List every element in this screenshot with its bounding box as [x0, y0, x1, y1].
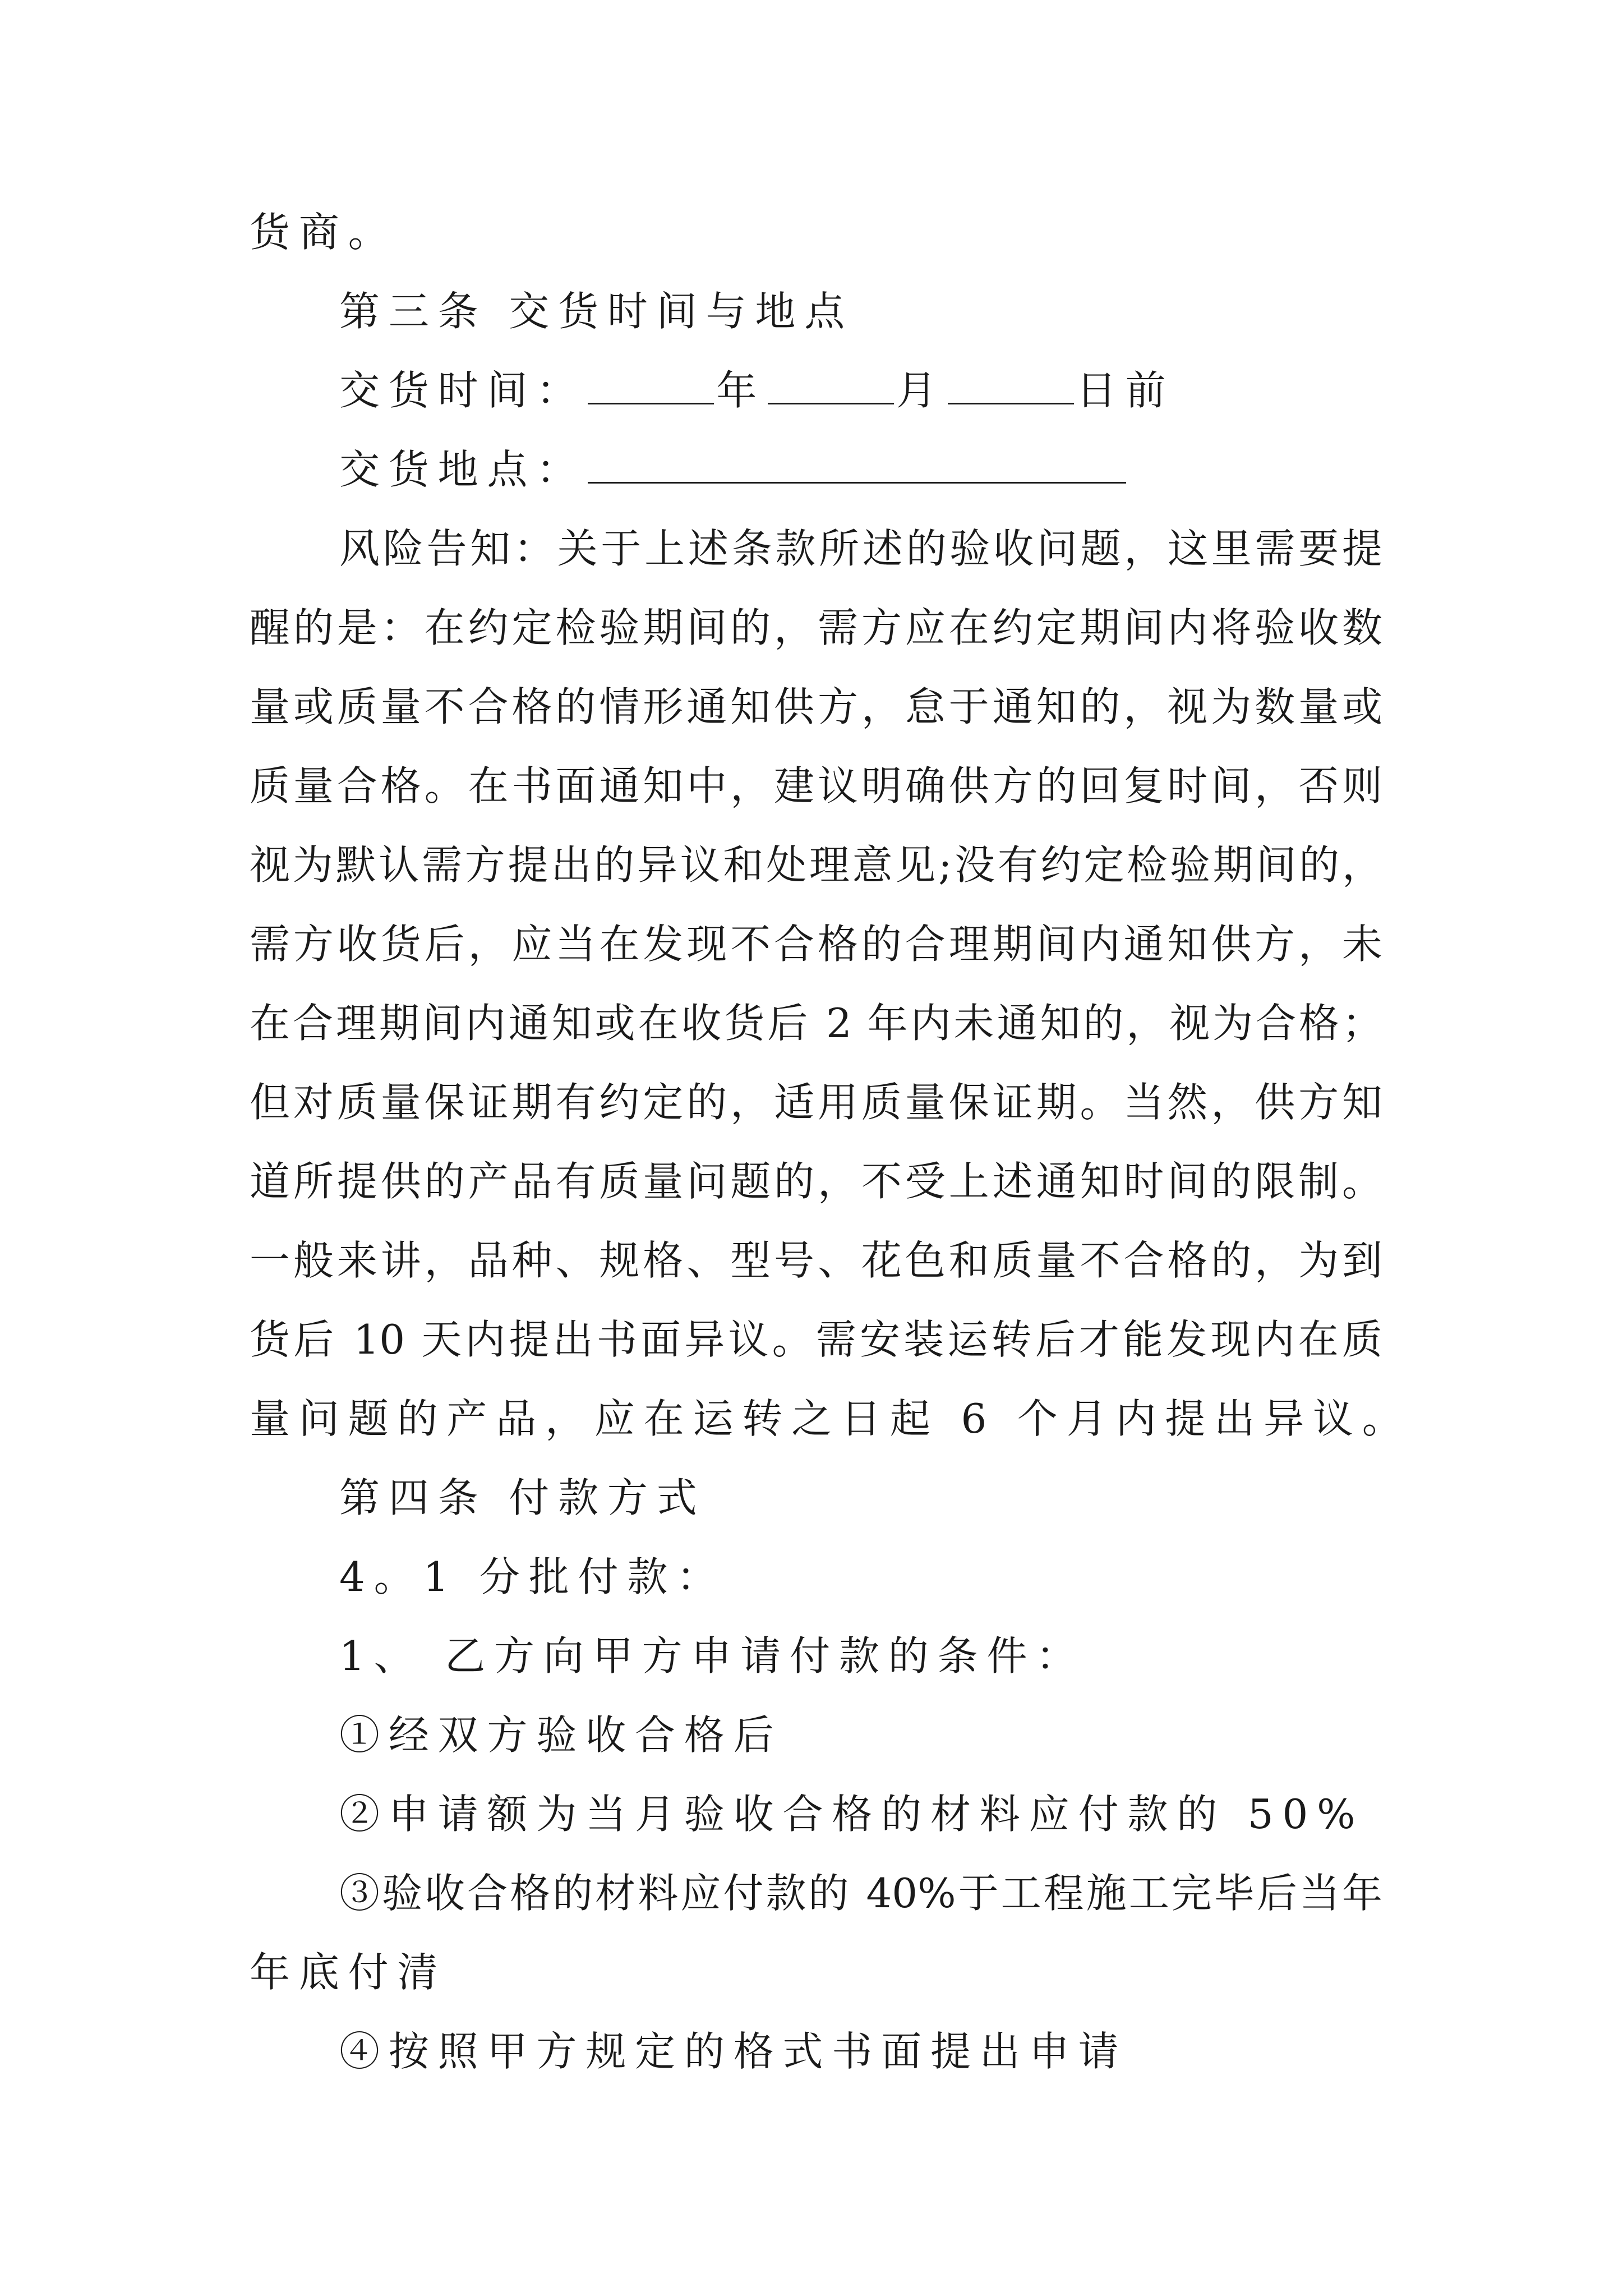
- place-blank: [588, 446, 1126, 484]
- risk-notice-line-5: 视为默认需方提出的异议和处理意见;没有约定检验期间的，: [250, 841, 1382, 889]
- payment-item-1: 1、 乙方向甲方申请付款的条件：: [339, 1632, 1086, 1680]
- year-label: 年: [716, 367, 766, 414]
- article-4-1-heading: 4。1 分批付款：: [339, 1553, 726, 1600]
- day-blank: [948, 367, 1074, 404]
- payment-condition-3-line-1: ③验收合格的材料应付款的 40%于工程施工完毕后当年: [339, 1870, 1382, 1917]
- payment-condition-1: ①经双方验收合格后: [339, 1711, 783, 1759]
- article-4-heading: 第四条 付款方式: [339, 1474, 706, 1521]
- delivery-time-line: [339, 364, 1175, 417]
- delivery-time-label: 交货时间：: [339, 367, 586, 414]
- payment-condition-2: ②申请额为当月验收合格的材料应付款的 50%: [339, 1791, 1364, 1838]
- risk-notice-line-10: 一般来讲，品种、规格、型号、花色和质量不合格的，为到: [250, 1237, 1382, 1284]
- risk-notice-line-7: 在合理期间内通知或在收货后 2 年内未通知的，视为合格；: [250, 1000, 1382, 1047]
- risk-notice-line-12: 量问题的产品，应在运转之日起 6 个月内提出异议。: [250, 1395, 1412, 1442]
- risk-notice-line-1: 风险告知：关于上述条款所述的验收问题，这里需要提: [339, 525, 1382, 572]
- payment-condition-3-line-2: 年底付清: [250, 1949, 447, 1996]
- month-blank: [768, 367, 894, 404]
- risk-notice-line-4: 质量合格。在书面通知中，建议明确供方的回复时间，否则: [250, 762, 1382, 809]
- intro-tail: 货商。: [250, 209, 398, 256]
- risk-notice-line-8: 但对质量保证期有约定的，适用质量保证期。当然，供方知: [250, 1079, 1382, 1126]
- risk-notice-line-11: 货后 10 天内提出书面异议。需安装运转后才能发现内在质: [250, 1316, 1382, 1363]
- day-before-label: 日前: [1076, 367, 1175, 414]
- article-3-heading: 第三条 交货时间与地点: [339, 288, 854, 335]
- risk-notice-line-9: 道所提供的产品有质量问题的，不受上述通知时间的限制。: [250, 1158, 1382, 1205]
- risk-notice-line-3: 量或质量不合格的情形通知供方，怠于通知的，视为数量或: [250, 683, 1382, 730]
- month-label: 月: [896, 367, 946, 414]
- delivery-place-label: 交货地点：: [339, 446, 586, 493]
- delivery-place-line: [339, 443, 1128, 496]
- risk-notice-line-6: 需方收货后，应当在发现不合格的合理期间内通知供方，未: [250, 921, 1382, 968]
- year-blank: [588, 367, 714, 404]
- risk-notice-line-2: 醒的是：在约定检验期间的，需方应在约定期间内将验收数: [250, 604, 1382, 651]
- payment-condition-4: ④按照甲方规定的格式书面提出申请: [339, 2028, 1128, 2075]
